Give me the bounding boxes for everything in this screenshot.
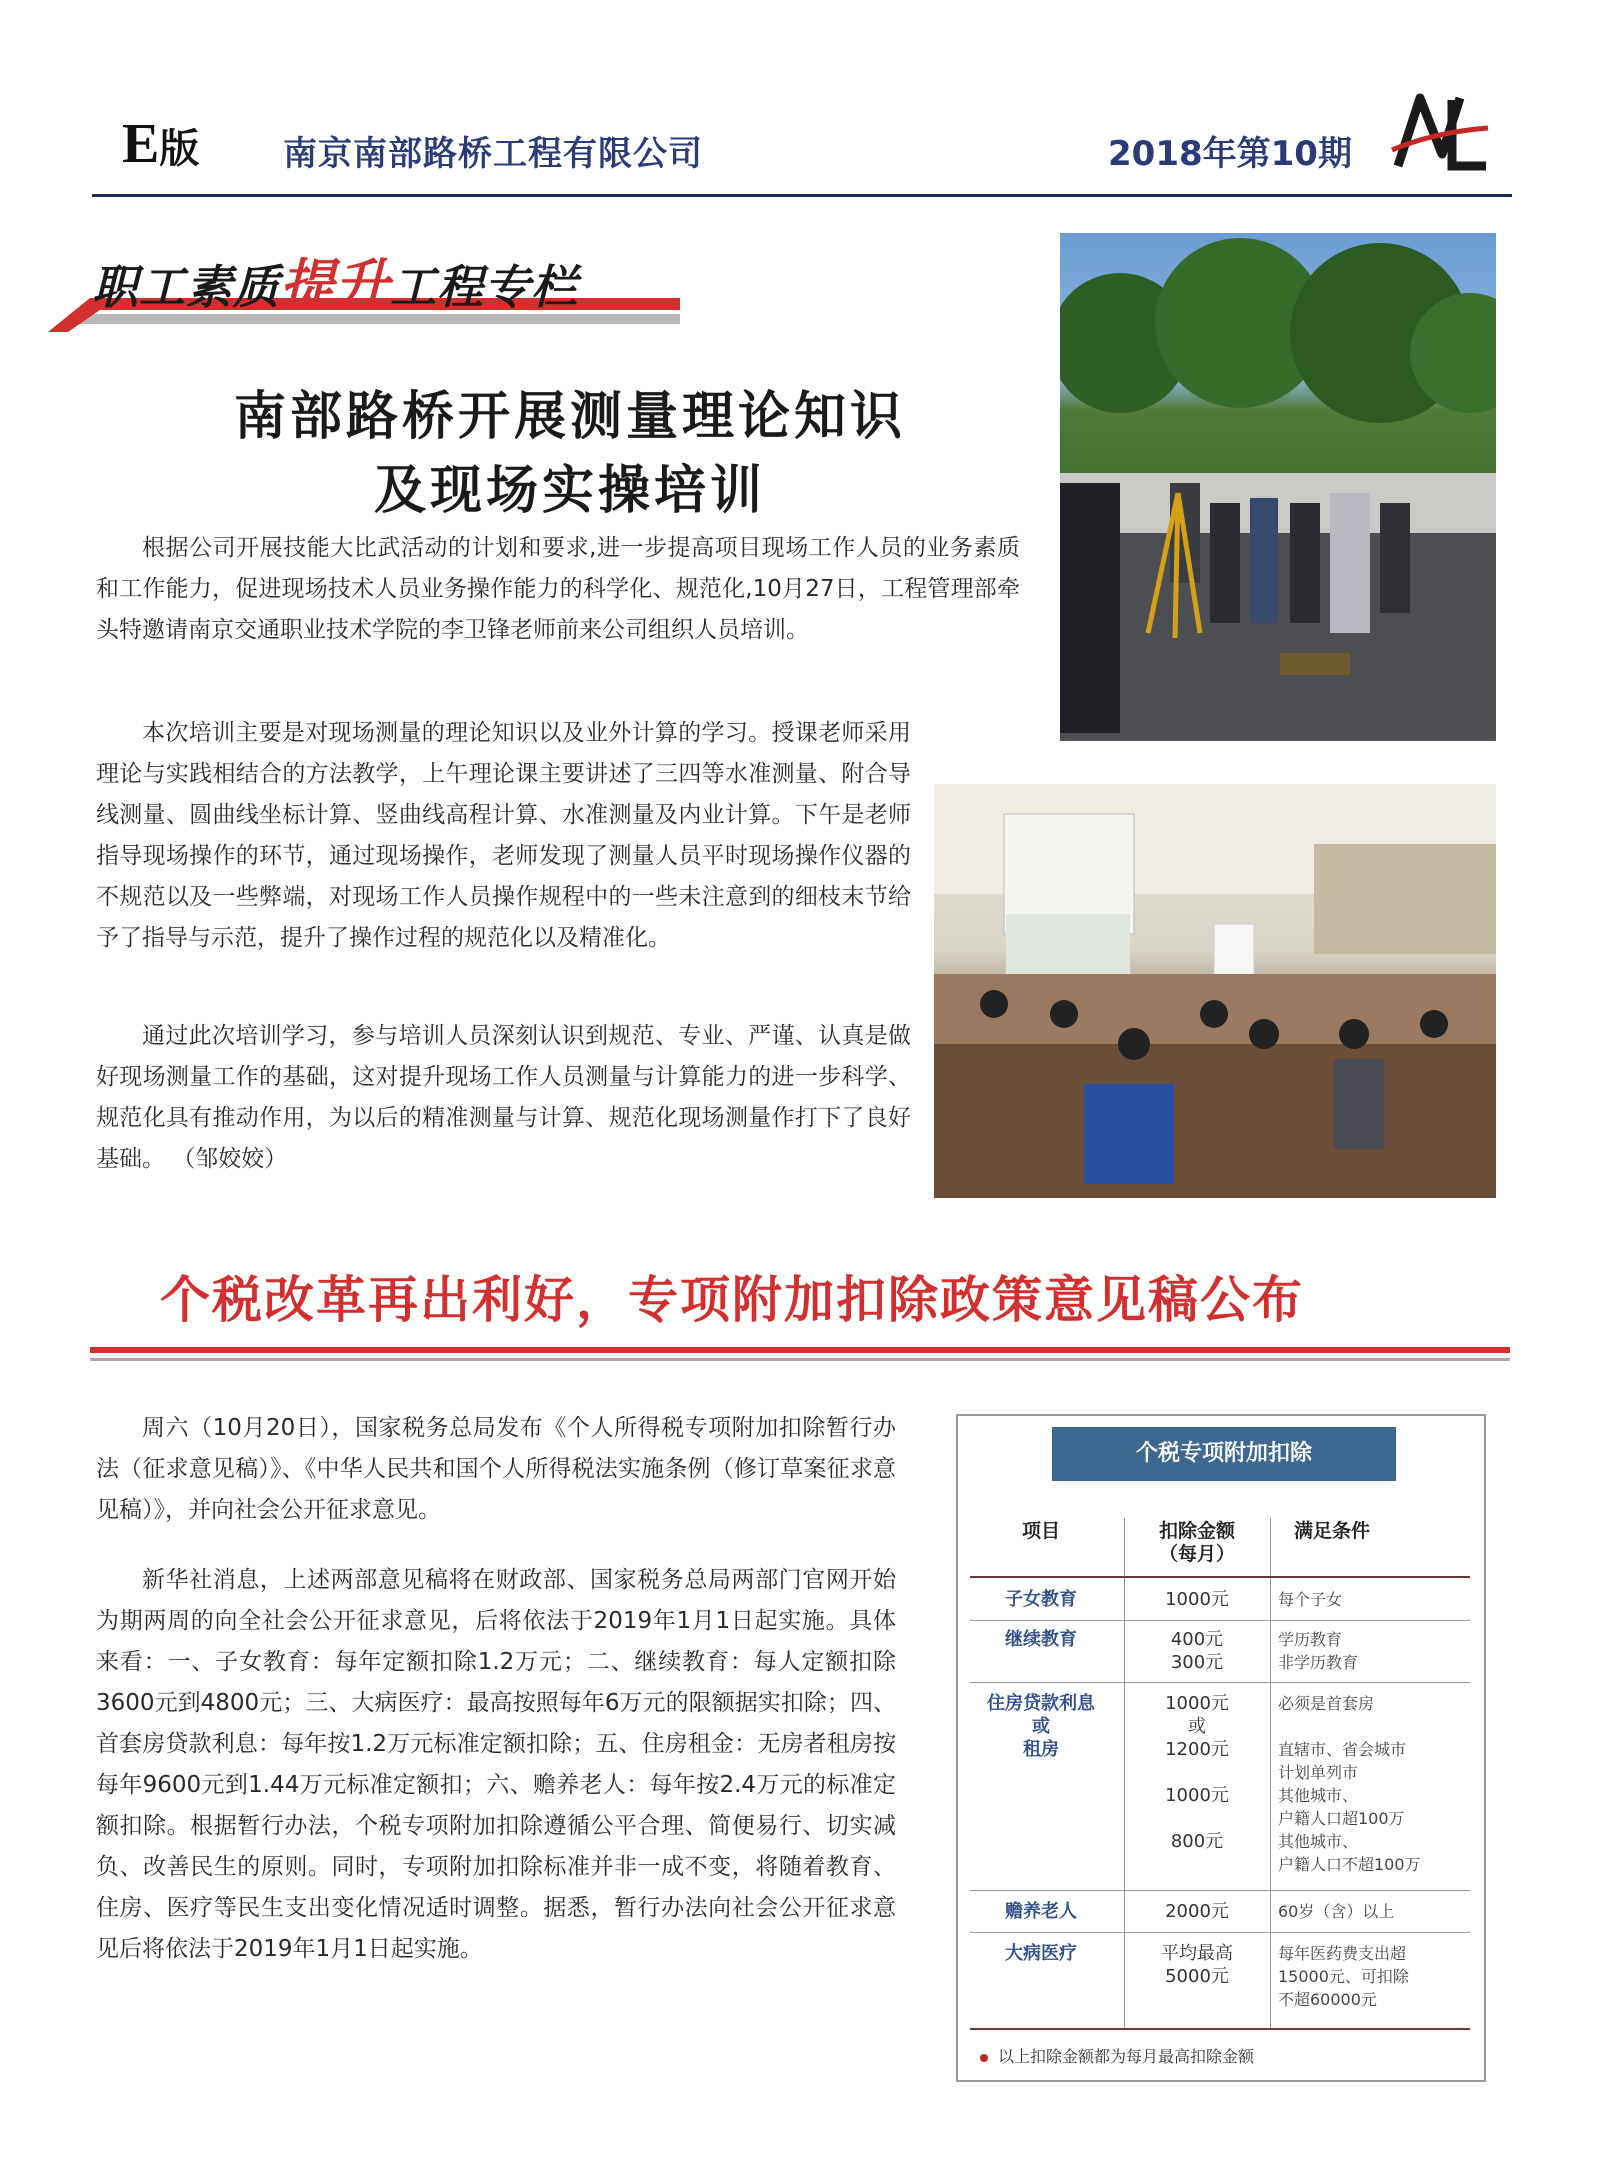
table-row-5-amount: 平均最高 5000元: [1161, 1943, 1233, 1987]
article2-paragraph-2: [96, 1560, 896, 1970]
table-col-divider: [1270, 1518, 1271, 2028]
article2-paragraph-1-text: 周六（10月20日），国家税务总局发布《个人所得税专项附加扣除暂行办法（征求意见稿）》、《中华人民共和国个人所得税法实施条例（修订草案征求意见稿）》，并向社会公开征求意见。: [96, 1415, 896, 1523]
table-header-rule: [970, 1576, 1470, 1578]
header-divider: [92, 194, 1512, 197]
article1-paragraph-3-text: 通过此次培训学习，参与培训人员深刻认识到规范、专业、严谨、认真是做好现场测量工作的基础，这对提升现场工作人员测量与计算能力的进一步科学、规范化具有推动作用，为以后的精准测量与计算、规范化现场测量作打下了良好基础。 （邹姣姣）: [96, 1023, 911, 1172]
banner-part2: 工程专栏: [390, 260, 578, 314]
table-row-3-item: 住房贷款利息 或 租房: [987, 1693, 1095, 1760]
table-row-1-amount: 1000元: [1165, 1589, 1229, 1610]
article1-title-line2: 及现场实操培训: [373, 461, 766, 521]
table-row-4-amount: 2000元: [1165, 1901, 1229, 1922]
deduction-table: [956, 1414, 1486, 2082]
article1-paragraph-3: [96, 1016, 911, 1180]
table-bottom-rule: [970, 2028, 1470, 2030]
edition-label: [122, 112, 199, 176]
table-row-2-condition: 学历教育 非学历教育: [1278, 1630, 1359, 1672]
table-row-2-amount: 400元 300元: [1170, 1629, 1224, 1673]
classroom-training-photo: [934, 784, 1496, 1198]
column-banner-title: [92, 242, 578, 319]
table-row-1-condition: 每个子女: [1278, 1590, 1343, 1609]
banner-part1: 职工素质: [92, 260, 280, 314]
table-row-3-amount: 1000元 或 1200元 1000元 800元: [1165, 1693, 1229, 1852]
table-note: 以上扣除金额都为每月最高扣除金额: [998, 2047, 1255, 2066]
article1-paragraph-1-text: 根据公司开展技能大比武活动的计划和要求,进一步提高项目现场工作人员的业务素质和工作能力，促进现场技术人员业务操作能力的科学化、规范化,10月27日，工程管理部牵头特邀请南京交通职业技术学院的李卫锋老师前来公司组织人员培训。: [96, 535, 1020, 643]
table-row-rule: [970, 1890, 1470, 1891]
issue-number: 2018年第10期: [1108, 134, 1352, 174]
article2-paragraph-1: [96, 1408, 896, 1531]
table-row-5-condition: 每年医药费支出超 15000元、可扣除 不超60000元: [1278, 1944, 1409, 2009]
table-row-4-condition: 60岁（含）以上: [1278, 1902, 1395, 1921]
company-logo: [1390, 88, 1490, 178]
article1-paragraph-2: [96, 713, 911, 959]
article2-divider-red: [90, 1347, 1510, 1353]
article1-title-line1: 南部路桥开展测量理论知识: [233, 387, 906, 447]
edition-letter: E: [122, 113, 160, 175]
table-row-2-item: 继续教育: [1005, 1629, 1077, 1650]
table-row-4-item: 赡养老人: [1005, 1901, 1077, 1922]
company-name: 南京南部路桥工程有限公司: [283, 134, 703, 174]
edition-suffix: 版: [159, 126, 200, 171]
table-row-rule: [970, 1620, 1470, 1621]
article1-paragraph-2-text: 本次培训主要是对现场测量的理论知识以及业外计算的学习。授课老师采用理论与实践相结合的方法教学，上午理论课主要讲述了三四等水准测量、附合导线测量、圆曲线坐标计算、竖曲线高程计算、水准测量及内业计算。下午是老师指导现场操作的环节，通过现场操作，老师发现了测量人员平时现场操作仪器的不规范以及一些弊端，对现场工作人员操作规程中的一些未注意到的细枝末节给予了指导与示范，提升了操作过程的规范化以及精准化。: [96, 720, 911, 951]
article1-paragraph-1: [96, 528, 1020, 651]
table-header-item: 项目: [1021, 1520, 1060, 1542]
article2-title: 个税改革再出利好，专项附加扣除政策意见稿公布: [160, 1271, 1304, 1329]
table-row-3-condition: 必须是首套房 直辖市、省会城市 计划单列市 其他城市、 户籍人口超100万 其他城市、 户籍人口不超100万: [1278, 1694, 1421, 1874]
table-row-1-item: 子女教育: [1005, 1589, 1077, 1610]
table-header-condition: 满足条件: [1294, 1520, 1371, 1542]
table-title: 个税专项附加扣除: [1052, 1427, 1396, 1481]
article2-paragraph-2-text: 新华社消息，上述两部意见稿将在财政部、国家税务总局两部门官网开始为期两周的向全社会公开征求意见，后将依法于2019年1月1日起实施。具体来看：一、子女教育：每年定额扣除1.2万元；二、继续教育：每人定额扣除3600元到4800元；三、大病医疗：最高按照每年6万元的限额据实扣除；四、首套房贷款利息：每年按1.2万元标准定额扣除；五、住房租金：无房者租房按每年9600元到1.44万元标准定额扣；六、赡养老人：每年按2.4万元的标准定额扣除。根据暂行办法，个税专项附加扣除遵循公平合理、简便易行、切实减负、改善民生的原则。同时，专项附加扣除标准并非一成不变，将随着教育、住房、医疗等民生支出变化情况适时调整。据悉，暂行办法向社会公开征求意见后将依法于2019年1月1日起实施。: [96, 1567, 896, 1962]
table-row-5-item: 大病医疗: [1005, 1943, 1077, 1964]
table-row-rule: [970, 1932, 1470, 1933]
outdoor-survey-photo: [1060, 233, 1496, 741]
banner-highlight: 提升: [280, 253, 390, 316]
table-header-amount: 扣除金额 （每月）: [1158, 1520, 1235, 1565]
article2-divider-gray: [90, 1358, 1510, 1361]
note-bullet-icon: [980, 2054, 988, 2062]
table-row-rule: [970, 1682, 1470, 1683]
